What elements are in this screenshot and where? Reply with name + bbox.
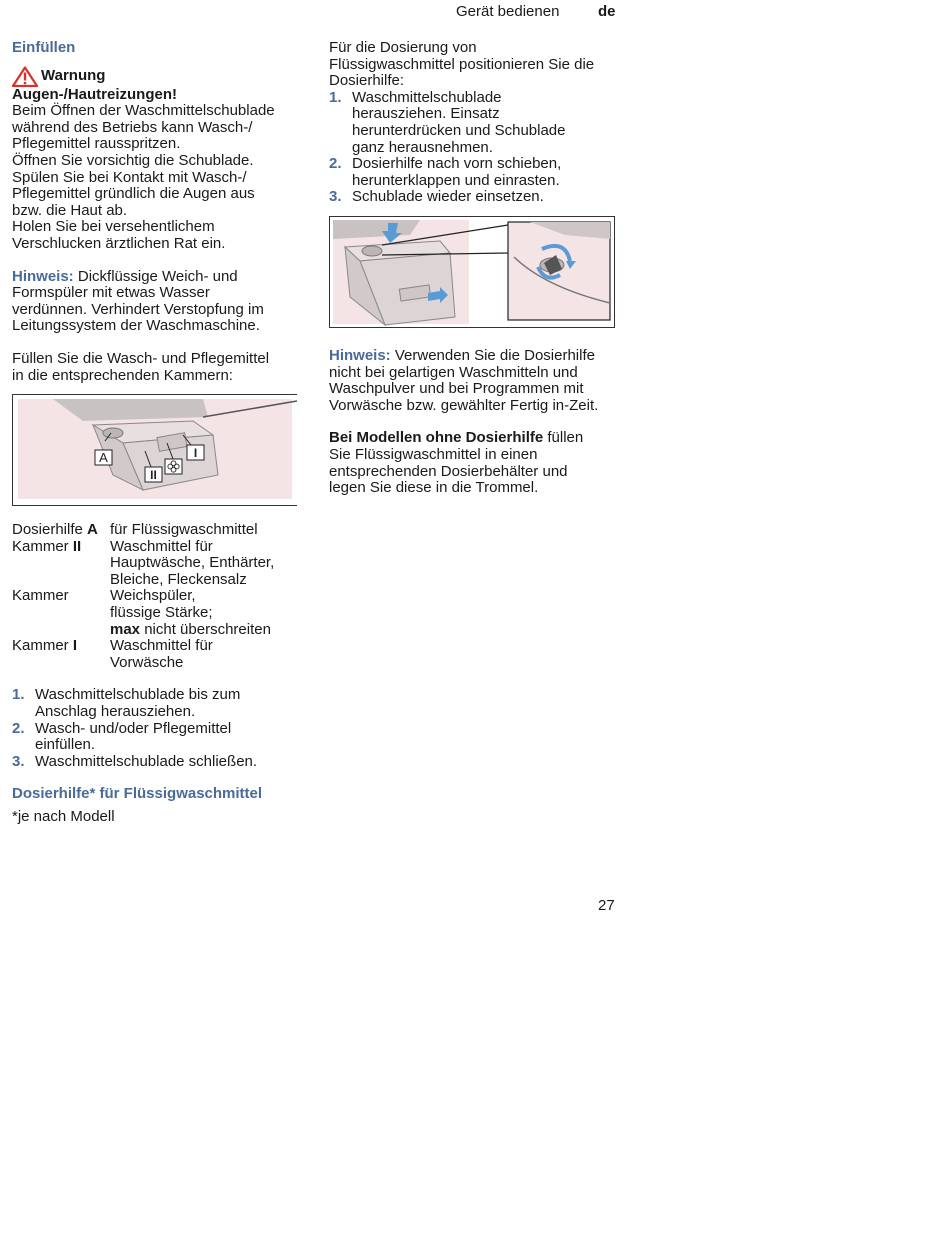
text-line	[329, 430, 621, 447]
term-text: Kammer	[12, 537, 73, 555]
text-line: Flüssigwaschmittel positionieren Sie die	[329, 55, 595, 73]
text-line: legen Sie diese in die Trommel.	[329, 479, 539, 497]
list-item	[329, 189, 621, 206]
text-line: herunterdrücken und Schublade	[352, 121, 566, 139]
figure-label-i: I	[193, 446, 198, 461]
text-line: Für die Dosierung von	[329, 39, 477, 56]
text-line: Dosierhilfe:	[329, 72, 405, 90]
text-line: Öffnen Sie vorsichtig die Schublade.	[12, 151, 254, 169]
text-line: nicht bei gelartigen Waschmitteln und	[329, 363, 578, 381]
hint-block	[12, 269, 302, 335]
desc-bold: max	[110, 620, 141, 638]
step-number: 1.	[329, 88, 342, 106]
text-line: in die entsprechenden Kammern:	[12, 366, 233, 384]
term-bold: I	[72, 637, 78, 655]
text-line: Wasch- und/oder Pflegemittel	[35, 719, 232, 737]
models-bold: Bei Modellen ohne Dosierhilfe	[329, 429, 544, 447]
text-line: Leitungssystem der Waschmaschine.	[12, 317, 260, 335]
text-line: Weichspüler,	[110, 587, 196, 605]
step-number: 3.	[12, 752, 25, 770]
text-line: herausziehen. Einsatz	[352, 105, 500, 123]
detergent-drawer-figure	[12, 394, 297, 506]
list-item	[12, 754, 302, 771]
compartment-definitions	[12, 522, 302, 671]
definition-desc	[110, 588, 302, 638]
text-line: Hauptwäsche, Enthärter,	[110, 554, 275, 572]
definition-term	[12, 588, 110, 638]
definition-desc	[110, 539, 302, 589]
text-line: Holen Sie bei versehentlichem	[12, 218, 215, 236]
text-line: ganz herausnehmen.	[352, 138, 493, 156]
fill-steps-list	[12, 687, 302, 770]
warning-text	[12, 103, 302, 252]
models-without-aid	[329, 430, 621, 496]
text-line: Waschmittel für	[110, 537, 213, 555]
text-line	[329, 348, 621, 365]
term-bold: II	[72, 537, 82, 555]
list-item	[329, 156, 621, 189]
left-column	[12, 40, 302, 826]
text-line: flüssige Stärke;	[110, 604, 213, 622]
text-line: Verschlucken ärztlichen Rat ein.	[12, 234, 226, 252]
text-line: Waschmittel für	[110, 637, 213, 655]
term-text: Dosierhilfe	[12, 521, 88, 539]
list-item	[329, 90, 621, 156]
hint-block	[329, 348, 621, 414]
text-line: Anschlag herausziehen.	[35, 703, 196, 721]
text-line: Waschpulver und bei Programmen mit	[329, 380, 584, 398]
hint-text: Dickflüssige Weich- und	[73, 267, 238, 285]
desc-text: nicht überschreiten	[140, 620, 271, 638]
page-number: 27	[598, 897, 615, 914]
warning-label: Warnung	[41, 66, 106, 84]
warning-label-row	[12, 66, 302, 87]
list-item	[12, 687, 302, 720]
definition-term	[12, 539, 110, 589]
running-header-section: Gerät bedienen	[456, 3, 560, 20]
text-line: verdünnen. Verhindert Verstopfung im	[12, 300, 264, 318]
models-text: füllen	[543, 429, 584, 447]
text-line: Waschmittelschublade	[352, 88, 502, 106]
term-text: Kammer	[12, 587, 69, 605]
term-bold: A	[87, 521, 98, 539]
text-line: Vorwäsche	[110, 653, 184, 671]
text-line: Formspüler mit etwas Wasser	[12, 284, 210, 302]
term-text: Kammer	[12, 637, 73, 655]
text-line: herunterklappen und einrasten.	[352, 171, 560, 189]
text-line	[110, 622, 302, 639]
text-line: Vorwäsche bzw. gewählter Fertig in-Zeit.	[329, 396, 599, 414]
text-line: für Flüssigwaschmittel	[110, 521, 258, 539]
right-column	[329, 40, 621, 497]
text-line: Dosierhilfe nach vorn schieben,	[352, 155, 562, 173]
definition-desc	[110, 522, 302, 539]
dosing-aid-illustration	[330, 217, 614, 327]
text-line: entsprechenden Dosierbehälter und	[329, 462, 568, 480]
text-line: Füllen Sie die Wasch- und Pflegemittel	[12, 349, 270, 367]
subsection-title-dosierhilfe: Dosierhilfe* für Flüssigwaschmittel	[12, 785, 263, 803]
definition-term	[12, 522, 110, 539]
definition-desc	[110, 638, 302, 671]
hint-label: Hinweis:	[329, 346, 391, 364]
drawer-illustration	[13, 395, 297, 505]
text-line: Schublade wieder einsetzen.	[352, 188, 544, 206]
hint-label: Hinweis:	[12, 267, 74, 285]
list-item	[12, 721, 302, 754]
figure-label-a: A	[99, 450, 108, 466]
fill-intro	[12, 351, 302, 384]
figure-label-ii: II	[150, 468, 157, 483]
warning-heading: Augen-/Hautreizungen!	[12, 85, 177, 103]
text-line: Pflegemittel gründlich die Augen aus	[12, 185, 255, 203]
text-line: Waschmittelschublade bis zum	[35, 686, 241, 704]
text-line: einfüllen.	[35, 736, 96, 754]
text-line: Sie Flüssigwaschmittel in einen	[329, 445, 538, 463]
text-line: Bleiche, Fleckensalz	[110, 570, 247, 588]
text-line: Pflegemittel rausspritzen.	[12, 135, 181, 153]
section-title-einfuellen: Einfüllen	[12, 39, 76, 56]
text-line: bzw. die Haut ab.	[12, 201, 128, 219]
text-line: Spülen Sie bei Kontakt mit Wasch-/	[12, 168, 247, 186]
text-line: Beim Öffnen der Waschmittelschublade	[12, 102, 275, 120]
step-number: 1.	[12, 686, 25, 704]
dosing-aid-figure	[329, 216, 615, 328]
hint-text: Verwenden Sie die Dosierhilfe	[390, 346, 595, 364]
warning-triangle-icon	[12, 66, 38, 87]
footnote: *je nach Modell	[12, 808, 115, 825]
text-line	[12, 269, 302, 286]
step-number: 2.	[12, 719, 25, 737]
step-number: 3.	[329, 188, 342, 206]
definition-term	[12, 638, 110, 671]
running-header-language: de	[598, 3, 616, 20]
text-line: Waschmittelschublade schließen.	[35, 752, 258, 770]
dosing-steps-list	[329, 90, 621, 206]
dosing-intro	[329, 40, 621, 90]
text-line: während des Betriebs kann Wasch-/	[12, 118, 253, 136]
step-number: 2.	[329, 155, 342, 173]
